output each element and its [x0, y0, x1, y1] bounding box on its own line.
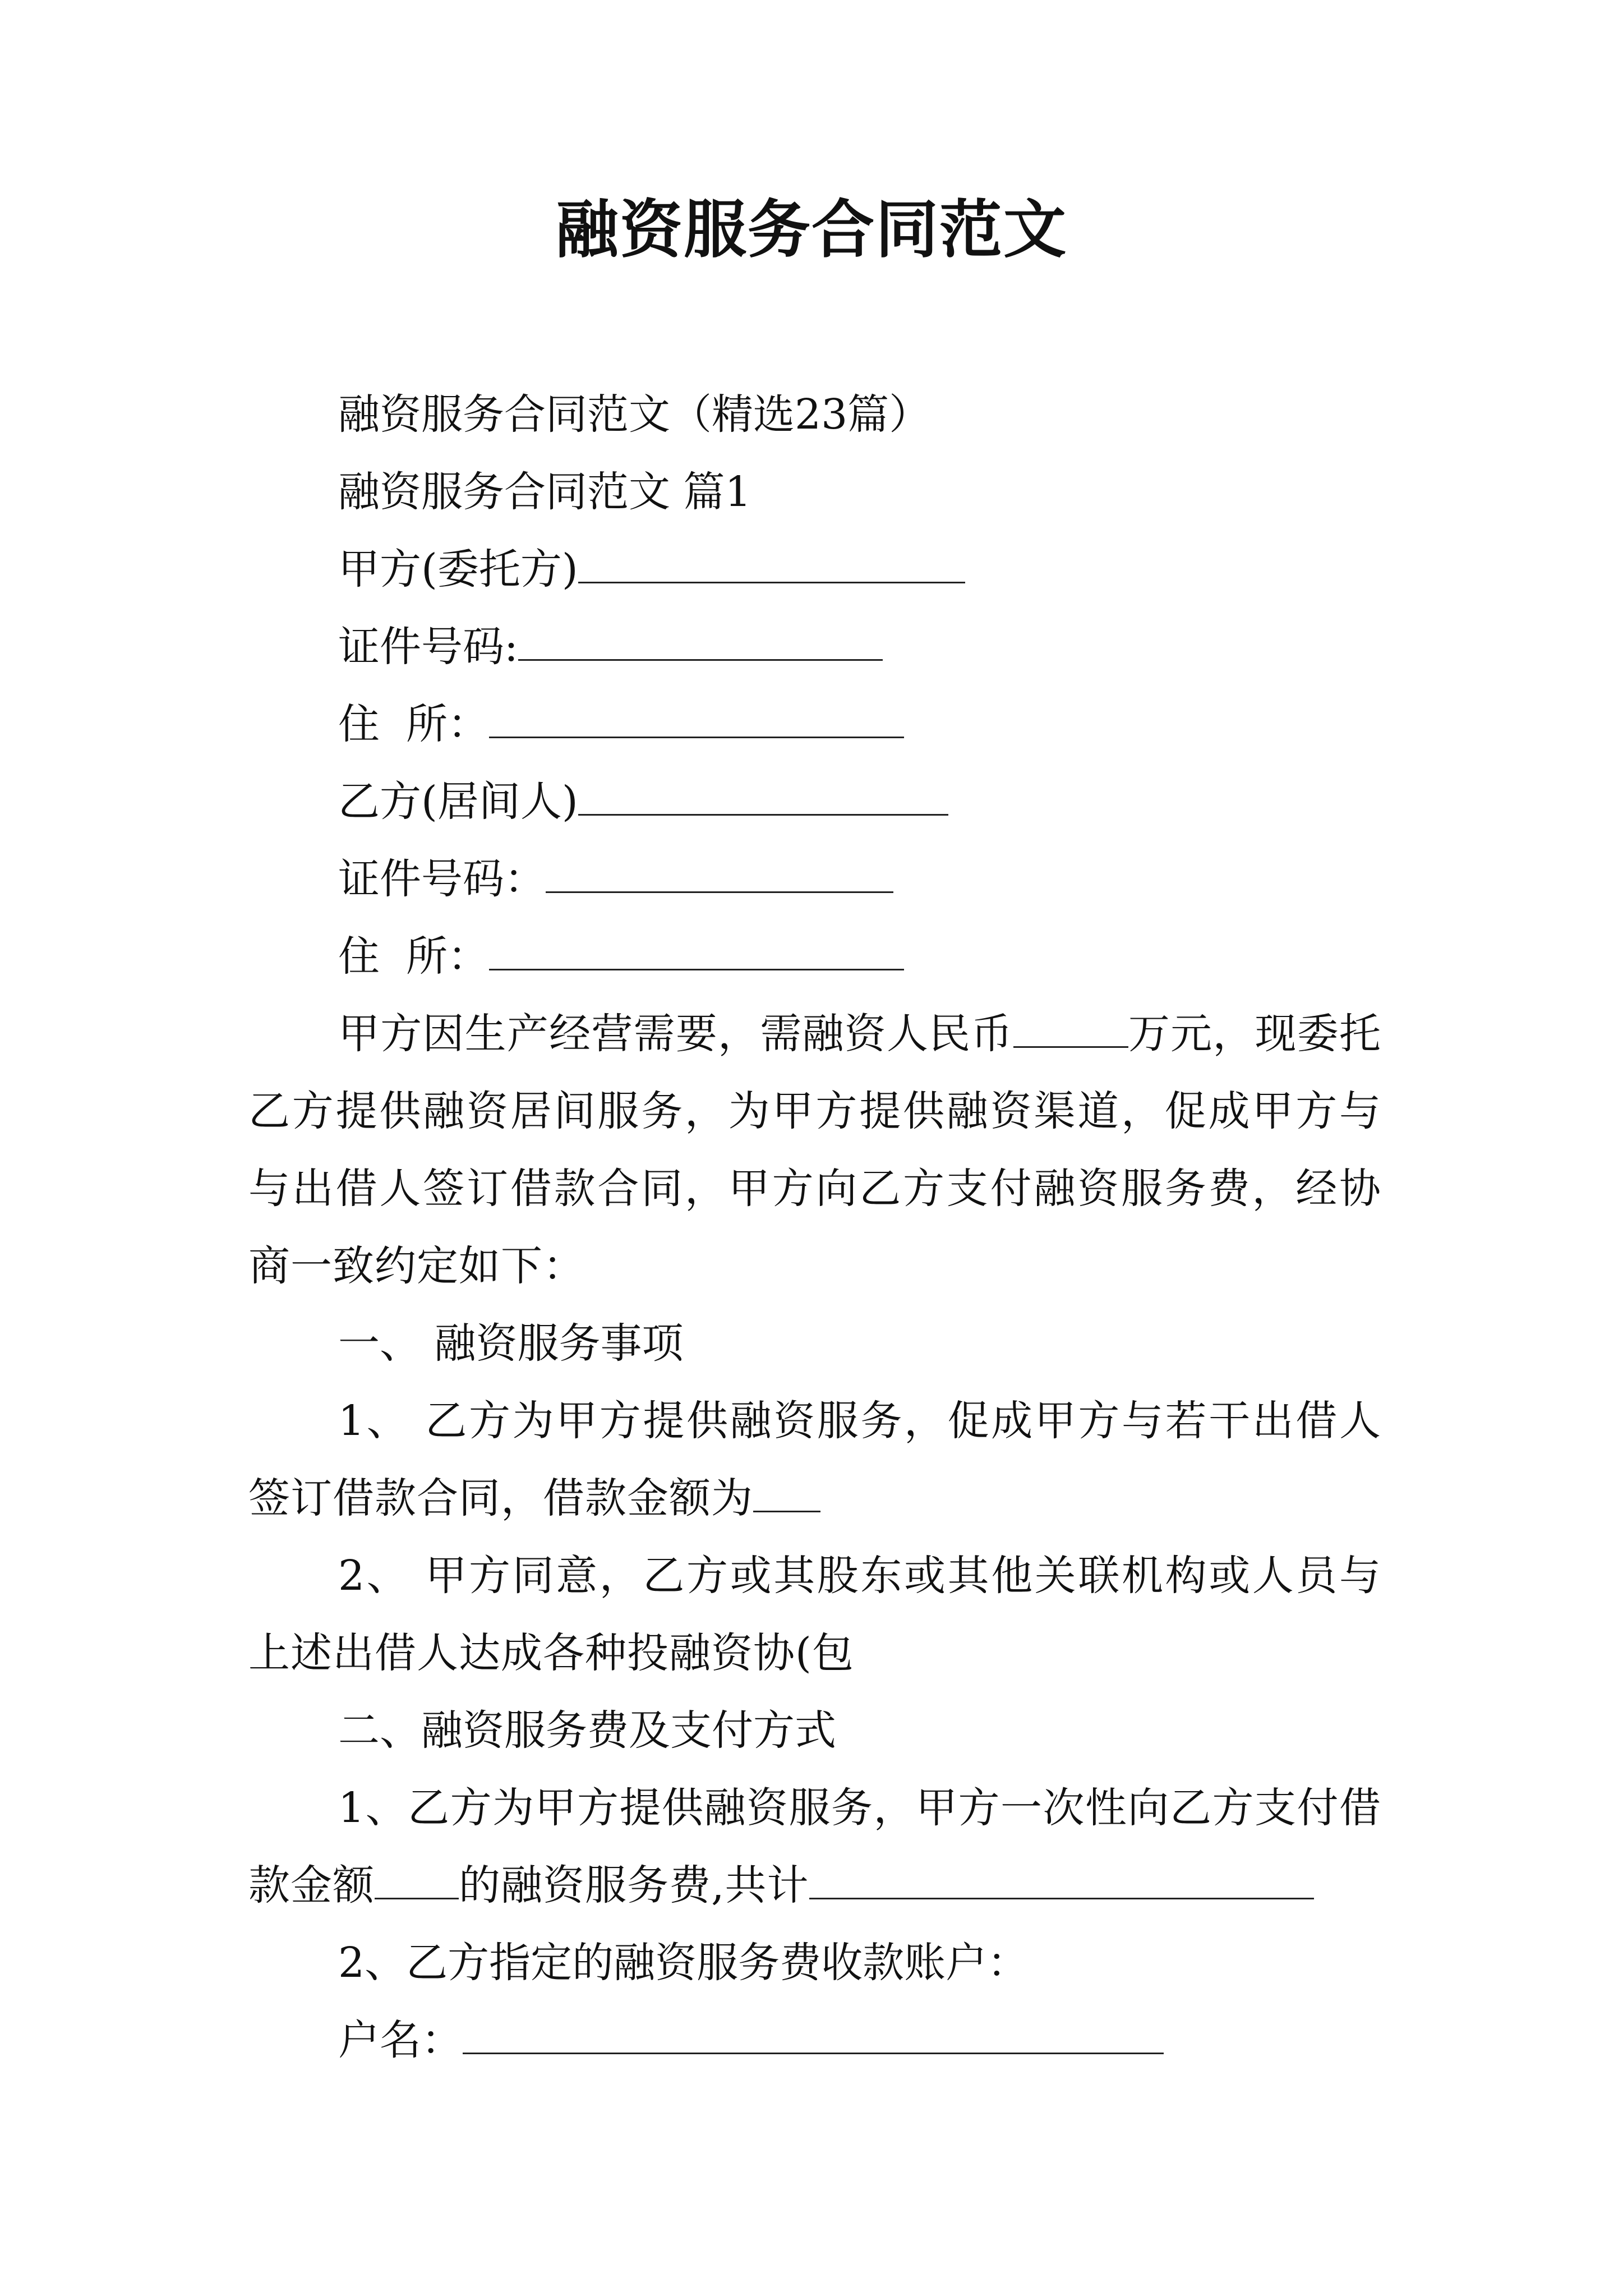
clause-2-heading: 二、融资服务费及支付方式	[338, 1706, 836, 1755]
party-b-address-line: 住 所：	[248, 918, 1381, 995]
party-b-blank	[578, 779, 948, 816]
section-heading: 融资服务合同范文 篇1	[338, 468, 751, 516]
account-name-blank	[463, 2018, 1164, 2054]
subtitle: 融资服务合同范文（精选23篇）	[338, 390, 931, 439]
document-title: 融资服务合同范文	[556, 194, 1067, 266]
party-b-id-line: 证件号码：	[248, 840, 1381, 918]
party-b-address-blank	[489, 934, 904, 970]
loan-amount-blank	[753, 1476, 820, 1512]
clause-1-item-1: 1、 乙方为甲方提供融资服务，促成甲方与若干出借人签订借款合同，借款金额为	[248, 1397, 1381, 1522]
party-b-line: 乙方(居间人)	[248, 763, 1381, 840]
party-a-address-blank	[489, 702, 904, 738]
party-a-id-blank	[518, 624, 883, 661]
party-b-id-blank	[546, 857, 893, 893]
party-a-line: 甲方(委托方)	[248, 531, 1381, 608]
clause-2-item-2: 2、乙方指定的融资服务费收款账户：	[338, 1939, 1029, 1987]
party-a-blank	[578, 547, 965, 583]
account-name-line: 户名：	[248, 2001, 1381, 2079]
intro-paragraph: 甲方因生产经营需要，需融资人民币 万元，现委托乙方提供融资居间服务，为甲方提供融资渠道，促成甲方与与出借人签订借款合同，甲方向乙方支付融资服务费，经协商一致约定如下：	[248, 1010, 1382, 1290]
document-body	[248, 376, 1381, 2079]
party-a-address-line: 住 所：	[248, 685, 1381, 763]
amount-blank	[1013, 1011, 1128, 1048]
clause-1-heading: 一、 融资服务事项	[338, 1319, 684, 1368]
fee-rate-blank	[375, 1863, 459, 1899]
clause-2-item-1: 1、乙方为甲方提供融资服务，甲方一次性向乙方支付借款金额 的融资服务费,共计	[248, 1784, 1381, 1910]
party-a-id-line: 证件号码:	[248, 608, 1381, 685]
clause-1-item-2: 2、 甲方同意，乙方或其股东或其他关联机构或人员与上述出借人达成各种投融资协(包	[248, 1552, 1381, 1677]
fee-total-blank	[809, 1863, 1314, 1899]
